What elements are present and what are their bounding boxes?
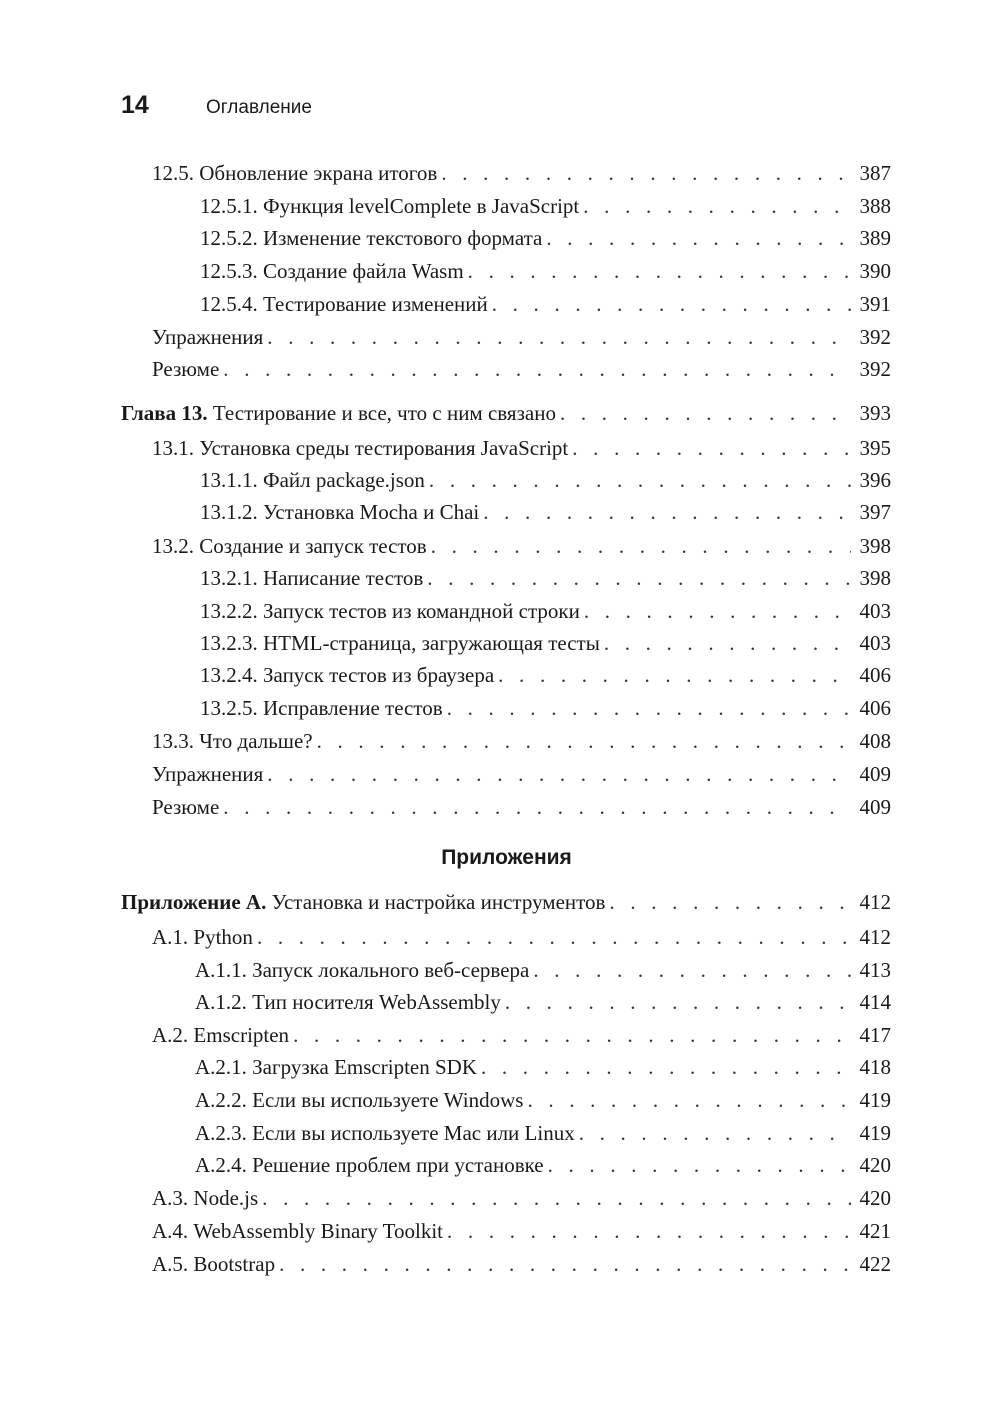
toc-entry[interactable]: Резюме . . . 409 bbox=[152, 792, 891, 822]
toc-page-number: 387 bbox=[859, 161, 891, 185]
dot-leader bbox=[257, 922, 851, 952]
toc-entry[interactable]: 12.5.4. Тестирование изменений . . . 391 bbox=[200, 289, 891, 319]
dot-leader bbox=[604, 628, 851, 658]
dot-leader bbox=[548, 1150, 851, 1180]
toc-entry[interactable]: 13.1. Установка среды тестирования JavaScript . . . 395 bbox=[152, 433, 891, 463]
toc-page-number: 417 bbox=[859, 1023, 891, 1047]
toc-entry[interactable]: А.1.1. Запуск локального веб-сервера . . . 413 bbox=[195, 955, 891, 985]
toc-entry[interactable]: А.1.2. Тип носителя WebAssembly . . . 414 bbox=[195, 987, 891, 1017]
appendix-section-heading: Приложения bbox=[441, 846, 572, 869]
toc-entry[interactable]: А.3. Node.js . . . 420 bbox=[152, 1183, 891, 1213]
dot-leader bbox=[579, 1118, 851, 1148]
toc-page-number: 418 bbox=[859, 1055, 891, 1079]
dot-leader bbox=[429, 465, 851, 495]
dot-leader bbox=[583, 191, 851, 221]
toc-entry[interactable]: Упражнения . . . 392 bbox=[152, 322, 891, 352]
toc-page-number: 392 bbox=[859, 357, 891, 381]
toc-entry[interactable]: А.5. Bootstrap . . . 422 bbox=[152, 1249, 891, 1279]
toc-page-number: 396 bbox=[859, 468, 891, 492]
toc-page-number: 420 bbox=[859, 1186, 891, 1210]
toc-entry[interactable]: А.2.1. Загрузка Emscripten SDK . . . 418 bbox=[195, 1052, 891, 1082]
toc-entry[interactable]: 13.1.2. Установка Mocha и Chai . . . 397 bbox=[200, 497, 891, 527]
toc-page-number: 419 bbox=[859, 1088, 891, 1112]
dot-leader bbox=[447, 1216, 851, 1246]
toc-entry[interactable]: А.2. Emscripten . . . 417 bbox=[152, 1020, 891, 1050]
toc-entry[interactable]: А.1. Python . . . 412 bbox=[152, 922, 891, 952]
toc-chapter-entry[interactable]: Приложение А. Установка и настройка инструментов . . . 412 bbox=[121, 887, 891, 917]
toc-page-number: 412 bbox=[859, 890, 891, 914]
dot-leader bbox=[447, 693, 851, 723]
toc-entry[interactable]: 13.1.1. Файл package.json . . . 396 bbox=[200, 465, 891, 495]
toc-entry[interactable]: 13.3. Что дальше? . . . 408 bbox=[152, 726, 891, 756]
toc-entry[interactable]: А.2.4. Решение проблем при установке . . . 420 bbox=[195, 1150, 891, 1180]
dot-leader bbox=[492, 289, 851, 319]
toc-entry[interactable]: 13.2. Создание и запуск тестов . . . 398 bbox=[152, 531, 891, 561]
toc-page-number: 392 bbox=[859, 325, 891, 349]
toc-page-number: 406 bbox=[859, 663, 891, 687]
dot-leader bbox=[267, 322, 851, 352]
dot-leader bbox=[441, 158, 851, 188]
toc-entry[interactable]: А.2.3. Если вы используете Mac или Linux . . . 419 bbox=[195, 1118, 891, 1148]
dot-leader bbox=[560, 398, 851, 428]
toc-page-number: 408 bbox=[859, 729, 891, 753]
toc-page-number: 395 bbox=[859, 436, 891, 460]
running-head-title: Оглавление bbox=[206, 97, 312, 118]
dot-leader bbox=[483, 497, 851, 527]
page-number: 14 bbox=[121, 91, 149, 119]
dot-leader bbox=[572, 433, 851, 463]
dot-leader bbox=[431, 531, 851, 561]
toc-entry[interactable]: 13.2.3. HTML-страница, загружающая тесты . . . 403 bbox=[200, 628, 891, 658]
toc-page-number: 414 bbox=[859, 990, 891, 1014]
toc-page-number: 393 bbox=[859, 401, 891, 425]
toc-entry[interactable]: 13.2.4. Запуск тестов из браузера . . . 406 bbox=[200, 660, 891, 690]
toc-entry[interactable]: 12.5. Обновление экрана итогов . . . 387 bbox=[152, 158, 891, 188]
toc-page-number: 421 bbox=[859, 1219, 891, 1243]
toc-chapter-entry[interactable]: Глава 13. Тестирование и все, что с ним связано . . . 393 bbox=[121, 398, 891, 428]
toc-page-number: 397 bbox=[859, 500, 891, 524]
dot-leader bbox=[317, 726, 851, 756]
toc-page-number: 403 bbox=[859, 631, 891, 655]
toc-page-number: 413 bbox=[859, 958, 891, 982]
dot-leader bbox=[527, 1085, 851, 1115]
dot-leader bbox=[427, 563, 851, 593]
toc-page-number: 420 bbox=[859, 1153, 891, 1177]
toc-page-number: 391 bbox=[859, 292, 891, 316]
dot-leader bbox=[481, 1052, 851, 1082]
toc-entry[interactable]: 13.2.5. Исправление тестов . . . 406 bbox=[200, 693, 891, 723]
toc-entry[interactable]: А.4. WebAssembly Binary Toolkit . . . 421 bbox=[152, 1216, 891, 1246]
toc-page-number: 409 bbox=[859, 762, 891, 786]
toc-entry[interactable]: 13.2.1. Написание тестов . . . 398 bbox=[200, 563, 891, 593]
toc-entry[interactable]: А.2.2. Если вы используете Windows . . . 419 bbox=[195, 1085, 891, 1115]
toc-page-number: 422 bbox=[859, 1252, 891, 1276]
toc-page-number: 403 bbox=[859, 599, 891, 623]
dot-leader bbox=[293, 1020, 851, 1050]
dot-leader bbox=[223, 354, 851, 384]
toc-page-number: 419 bbox=[859, 1121, 891, 1145]
toc-page-number: 398 bbox=[859, 566, 891, 590]
toc-page-number: 388 bbox=[859, 194, 891, 218]
dot-leader bbox=[279, 1249, 851, 1279]
toc-entry[interactable]: 12.5.3. Создание файла Wasm . . . 390 bbox=[200, 256, 891, 286]
toc-entry[interactable]: 12.5.2. Изменение текстового формата . . . 389 bbox=[200, 223, 891, 253]
dot-leader bbox=[262, 1183, 851, 1213]
dot-leader bbox=[533, 955, 851, 985]
toc-page-number: 390 bbox=[859, 259, 891, 283]
running-header bbox=[121, 91, 312, 125]
dot-leader bbox=[546, 223, 851, 253]
dot-leader bbox=[505, 987, 851, 1017]
toc-page-number: 409 bbox=[859, 795, 891, 819]
dot-leader bbox=[223, 792, 851, 822]
toc-page-number: 389 bbox=[859, 226, 891, 250]
dot-leader bbox=[468, 256, 851, 286]
toc-page-number: 406 bbox=[859, 696, 891, 720]
toc-entry[interactable]: Упражнения . . . 409 bbox=[152, 759, 891, 789]
toc-entry[interactable]: Резюме . . . 392 bbox=[152, 354, 891, 384]
dot-leader bbox=[267, 759, 851, 789]
dot-leader bbox=[609, 887, 851, 917]
toc-page-number: 398 bbox=[859, 534, 891, 558]
dot-leader bbox=[584, 596, 851, 626]
toc-page-number: 412 bbox=[859, 925, 891, 949]
dot-leader bbox=[498, 660, 851, 690]
toc-entry[interactable]: 13.2.2. Запуск тестов из командной строки . . . 403 bbox=[200, 596, 891, 626]
toc-entry[interactable]: 12.5.1. Функция levelComplete в JavaScript . . . 388 bbox=[200, 191, 891, 221]
